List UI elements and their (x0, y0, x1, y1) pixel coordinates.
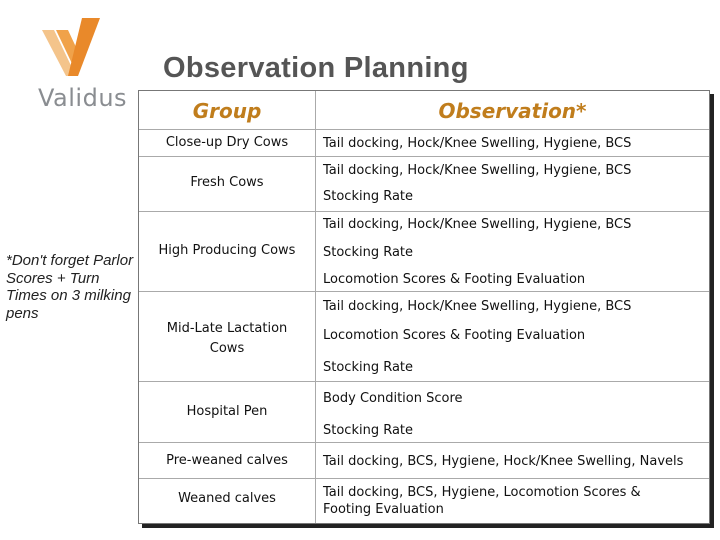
observation-line: Stocking Rate (323, 360, 414, 375)
group-cell: Fresh Cows (190, 175, 264, 190)
group-cell: Close-up Dry Cows (165, 135, 289, 150)
observation-line: Locomotion Scores & Footing Evaluation (323, 328, 586, 343)
table-row (139, 442, 709, 479)
observation-table (138, 90, 710, 524)
table-row (139, 291, 709, 382)
observation-line: Tail docking, Hock/Knee Swelling, Hygiene, BCS (323, 299, 632, 314)
observation-line: Body Condition Score (323, 391, 463, 406)
observation-line: Stocking Rate (323, 423, 414, 438)
table-row (139, 211, 709, 292)
observation-line: Tail docking, Hock/Knee Swelling, Hygiene, BCS (323, 136, 632, 151)
group-cell: High Producing Cows (158, 243, 296, 258)
observation-line: Tail docking, Hock/Knee Swelling, Hygiene, BCS (323, 217, 632, 232)
table-row (139, 381, 709, 443)
page-title: Observation Planning (163, 52, 469, 84)
table-row (139, 478, 709, 524)
group-cell: Mid-Late Lactation Cows (166, 321, 288, 356)
table-header-row (139, 91, 709, 129)
observation-line: Tail docking, BCS, Hygiene, Locomotion Scores & Footing Evaluation (323, 485, 641, 517)
logo-text: Validus (38, 84, 128, 112)
parlor-note: *Don't forget Parlor Scores + Turn Times on 3 milking pens (6, 252, 134, 322)
group-cell: Weaned calves (178, 491, 276, 506)
header-group: Group (192, 99, 262, 123)
table-row (139, 129, 709, 157)
observation-line: Stocking Rate (323, 245, 414, 260)
group-cell: Pre-weaned calves (166, 453, 288, 468)
observation-line: Tail docking, Hock/Knee Swelling, Hygiene, BCS (323, 163, 632, 178)
observation-line: Locomotion Scores & Footing Evaluation (323, 272, 586, 287)
group-cell: Hospital Pen (186, 404, 268, 419)
validus-v-logo-icon (38, 18, 118, 80)
table-row (139, 156, 709, 212)
observation-line: Stocking Rate (323, 189, 414, 204)
validus-logo (30, 18, 130, 112)
header-observation: Observation* (438, 99, 587, 123)
observation-line: Tail docking, BCS, Hygiene, Hock/Knee Swelling, Navels (323, 454, 684, 469)
